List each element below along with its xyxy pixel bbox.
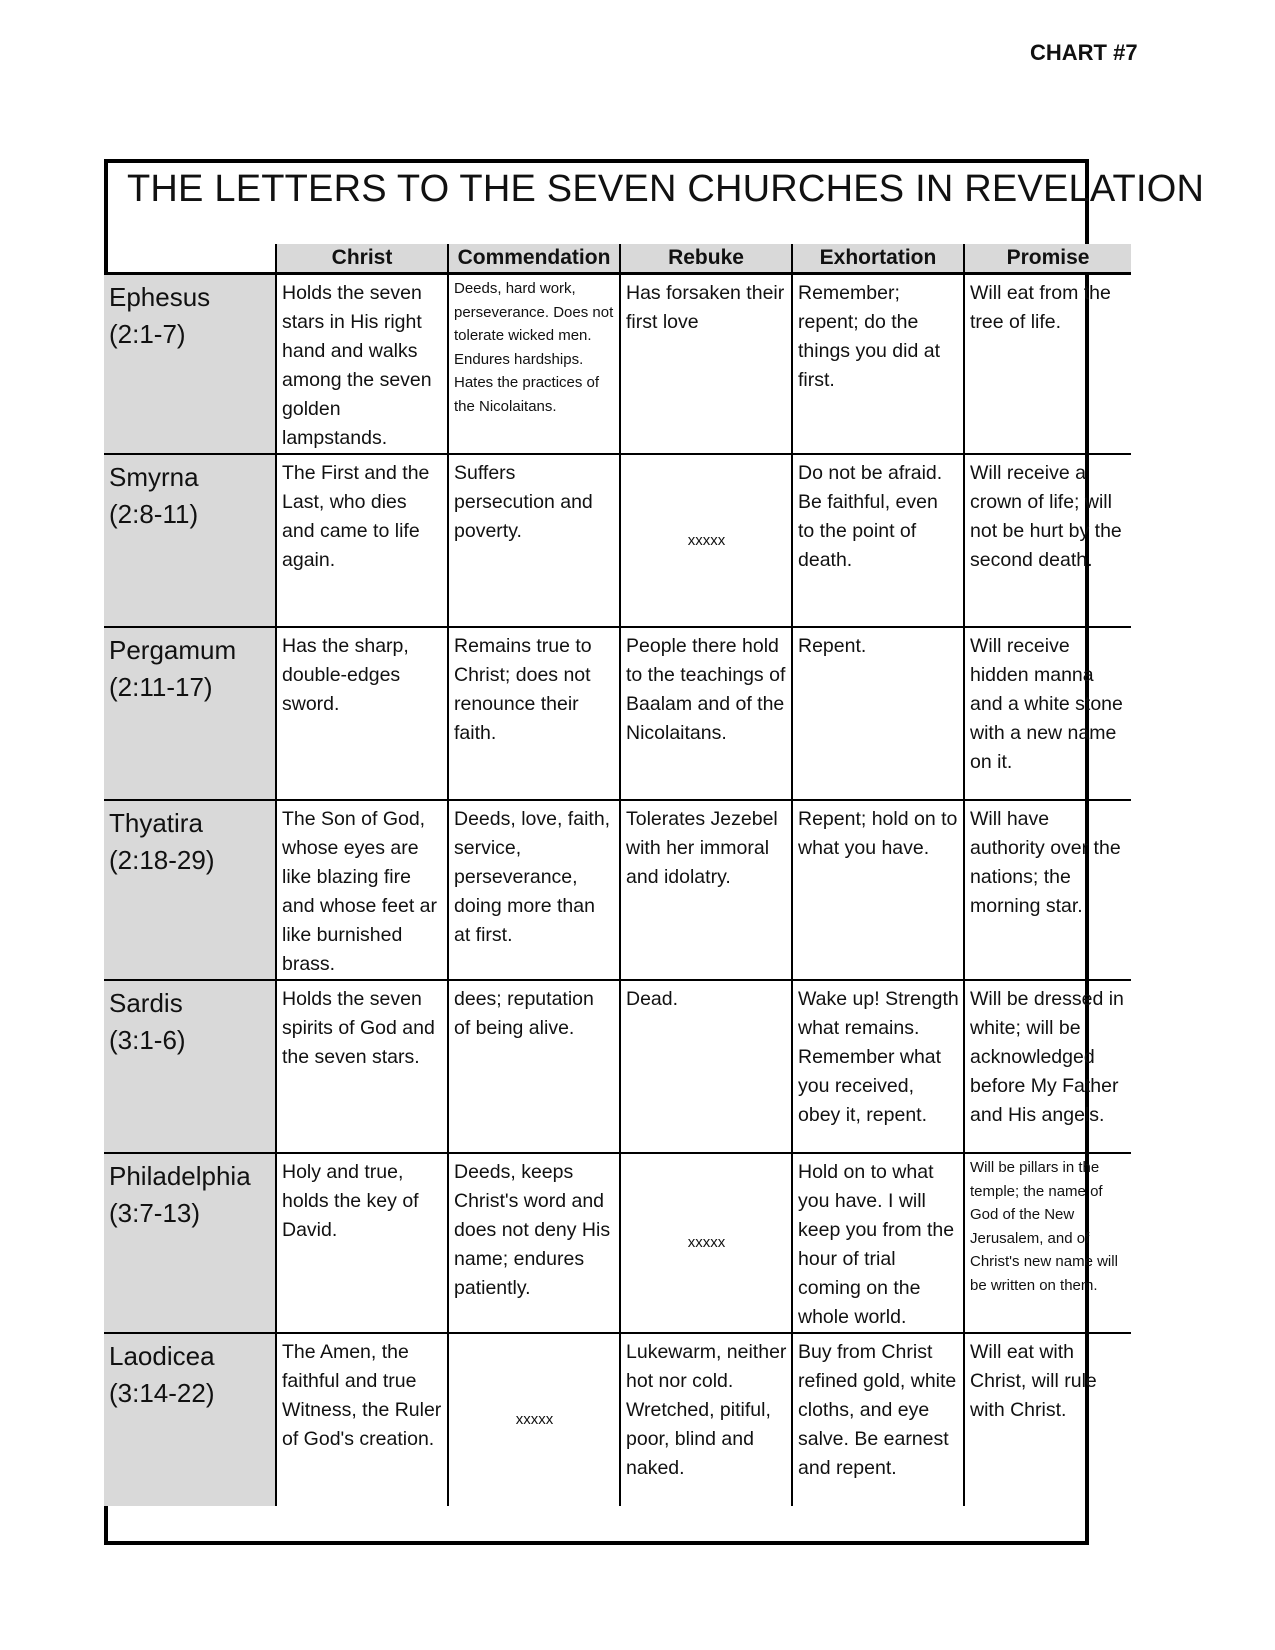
commendation-cell: Deeds, hard work, perseverance. Does not tolerate wicked men. Endures hardships. Hates the practices of the Nicolaitans. bbox=[448, 274, 620, 455]
church-cell bbox=[104, 627, 276, 800]
church-ref: (2:1-7) bbox=[109, 319, 186, 349]
table-row bbox=[104, 800, 1131, 980]
exhortation-cell: Hold on to what you have. I will keep you from the hour of trial coming on the whole world. bbox=[792, 1153, 964, 1333]
promise-cell: Will eat from the tree of life. bbox=[964, 274, 1131, 455]
church-ref: (3:7-13) bbox=[109, 1198, 201, 1228]
rebuke-cell: Has forsaken their first love bbox=[620, 274, 792, 455]
church-name: Pergamum bbox=[109, 635, 237, 665]
christ-cell: Holds the seven spirits of God and the seven stars. bbox=[276, 980, 448, 1153]
church-cell bbox=[104, 800, 276, 980]
promise-cell: Will eat with Christ, will rule with Christ. bbox=[964, 1333, 1131, 1506]
church-cell bbox=[104, 1153, 276, 1333]
rebuke-cell: xxxxx bbox=[620, 454, 792, 627]
churches-table bbox=[104, 244, 1131, 1506]
church-cell bbox=[104, 454, 276, 627]
rebuke-cell: People there hold to the teachings of Baalam and of the Nicolaitans. bbox=[620, 627, 792, 800]
header-commendation: Commendation bbox=[448, 244, 620, 274]
commendation-cell: dees; reputation of being alive. bbox=[448, 980, 620, 1153]
church-name: Laodicea bbox=[109, 1341, 215, 1371]
church-name: Philadelphia bbox=[109, 1161, 251, 1191]
church-name: Ephesus bbox=[109, 282, 211, 312]
exhortation-cell: Do not be afraid. Be faithful, even to the point of death. bbox=[792, 454, 964, 627]
commendation-cell: xxxxx bbox=[448, 1333, 620, 1506]
christ-cell: The First and the Last, who dies and came to life again. bbox=[276, 454, 448, 627]
promise-cell: Will have authority over the nations; the morning star. bbox=[964, 800, 1131, 980]
christ-cell: Has the sharp, double-edges sword. bbox=[276, 627, 448, 800]
promise-cell: Will receive hidden manna and a white stone with a new name on it. bbox=[964, 627, 1131, 800]
church-name: Sardis bbox=[109, 988, 183, 1018]
header-rebuke: Rebuke bbox=[620, 244, 792, 274]
christ-cell: Holds the seven stars in His right hand and walks among the seven golden lampstands. bbox=[276, 274, 448, 455]
table-row bbox=[104, 627, 1131, 800]
header-blank bbox=[104, 244, 276, 274]
church-cell bbox=[104, 980, 276, 1153]
exhortation-cell: Remember; repent; do the things you did at first. bbox=[792, 274, 964, 455]
commendation-cell: Suffers persecution and poverty. bbox=[448, 454, 620, 627]
table-row bbox=[104, 1153, 1131, 1333]
commendation-cell: Deeds, keeps Christ's word and does not deny His name; endures patiently. bbox=[448, 1153, 620, 1333]
table-row bbox=[104, 980, 1131, 1153]
christ-cell: The Amen, the faithful and true Witness, the Ruler of God's creation. bbox=[276, 1333, 448, 1506]
chart-number: CHART #7 bbox=[1030, 40, 1138, 65]
header-row bbox=[104, 244, 1131, 274]
church-ref: (3:1-6) bbox=[109, 1025, 186, 1055]
exhortation-cell: Repent; hold on to what you have. bbox=[792, 800, 964, 980]
christ-cell: The Son of God, whose eyes are like blazing fire and whose feet ar like burnished brass. bbox=[276, 800, 448, 980]
exhortation-cell: Wake up! Strength what remains. Remember what you received, obey it, repent. bbox=[792, 980, 964, 1153]
church-cell bbox=[104, 1333, 276, 1506]
table-row bbox=[104, 274, 1131, 455]
church-ref: (2:11-17) bbox=[109, 672, 213, 702]
header-exhortation: Exhortation bbox=[792, 244, 964, 274]
christ-cell: Holy and true, holds the key of David. bbox=[276, 1153, 448, 1333]
commendation-cell: Remains true to Christ; does not renounce their faith. bbox=[448, 627, 620, 800]
exhortation-cell: Repent. bbox=[792, 627, 964, 800]
church-cell bbox=[104, 274, 276, 455]
exhortation-cell: Buy from Christ refined gold, white cloths, and eye salve. Be earnest and repent. bbox=[792, 1333, 964, 1506]
church-ref: (2:8-11) bbox=[109, 499, 199, 529]
rebuke-cell: Tolerates Jezebel with her immoral and idolatry. bbox=[620, 800, 792, 980]
header-promise: Promise bbox=[964, 244, 1131, 274]
rebuke-cell: Lukewarm, neither hot nor cold. Wretched, pitiful, poor, blind and naked. bbox=[620, 1333, 792, 1506]
page-title: THE LETTERS TO THE SEVEN CHURCHES IN REVELATION bbox=[127, 168, 1205, 210]
promise-cell: Will be dressed in white; will be acknowledged before My Father and His angels. bbox=[964, 980, 1131, 1153]
rebuke-cell: xxxxx bbox=[620, 1153, 792, 1333]
rebuke-cell: Dead. bbox=[620, 980, 792, 1153]
commendation-cell: Deeds, love, faith, service, perseverance, doing more than at first. bbox=[448, 800, 620, 980]
table-row bbox=[104, 454, 1131, 627]
church-ref: (3:14-22) bbox=[109, 1378, 215, 1408]
church-name: Smyrna bbox=[109, 462, 199, 492]
table-row bbox=[104, 1333, 1131, 1506]
promise-cell: Will be pillars in the temple; the name of God of the New Jerusalem, and of Christ's new name will be written on them. bbox=[964, 1153, 1131, 1333]
church-ref: (2:18-29) bbox=[109, 845, 215, 875]
promise-cell: Will receive a crown of life; will not be hurt by the second death. bbox=[964, 454, 1131, 627]
header-christ: Christ bbox=[276, 244, 448, 274]
church-name: Thyatira bbox=[109, 808, 203, 838]
